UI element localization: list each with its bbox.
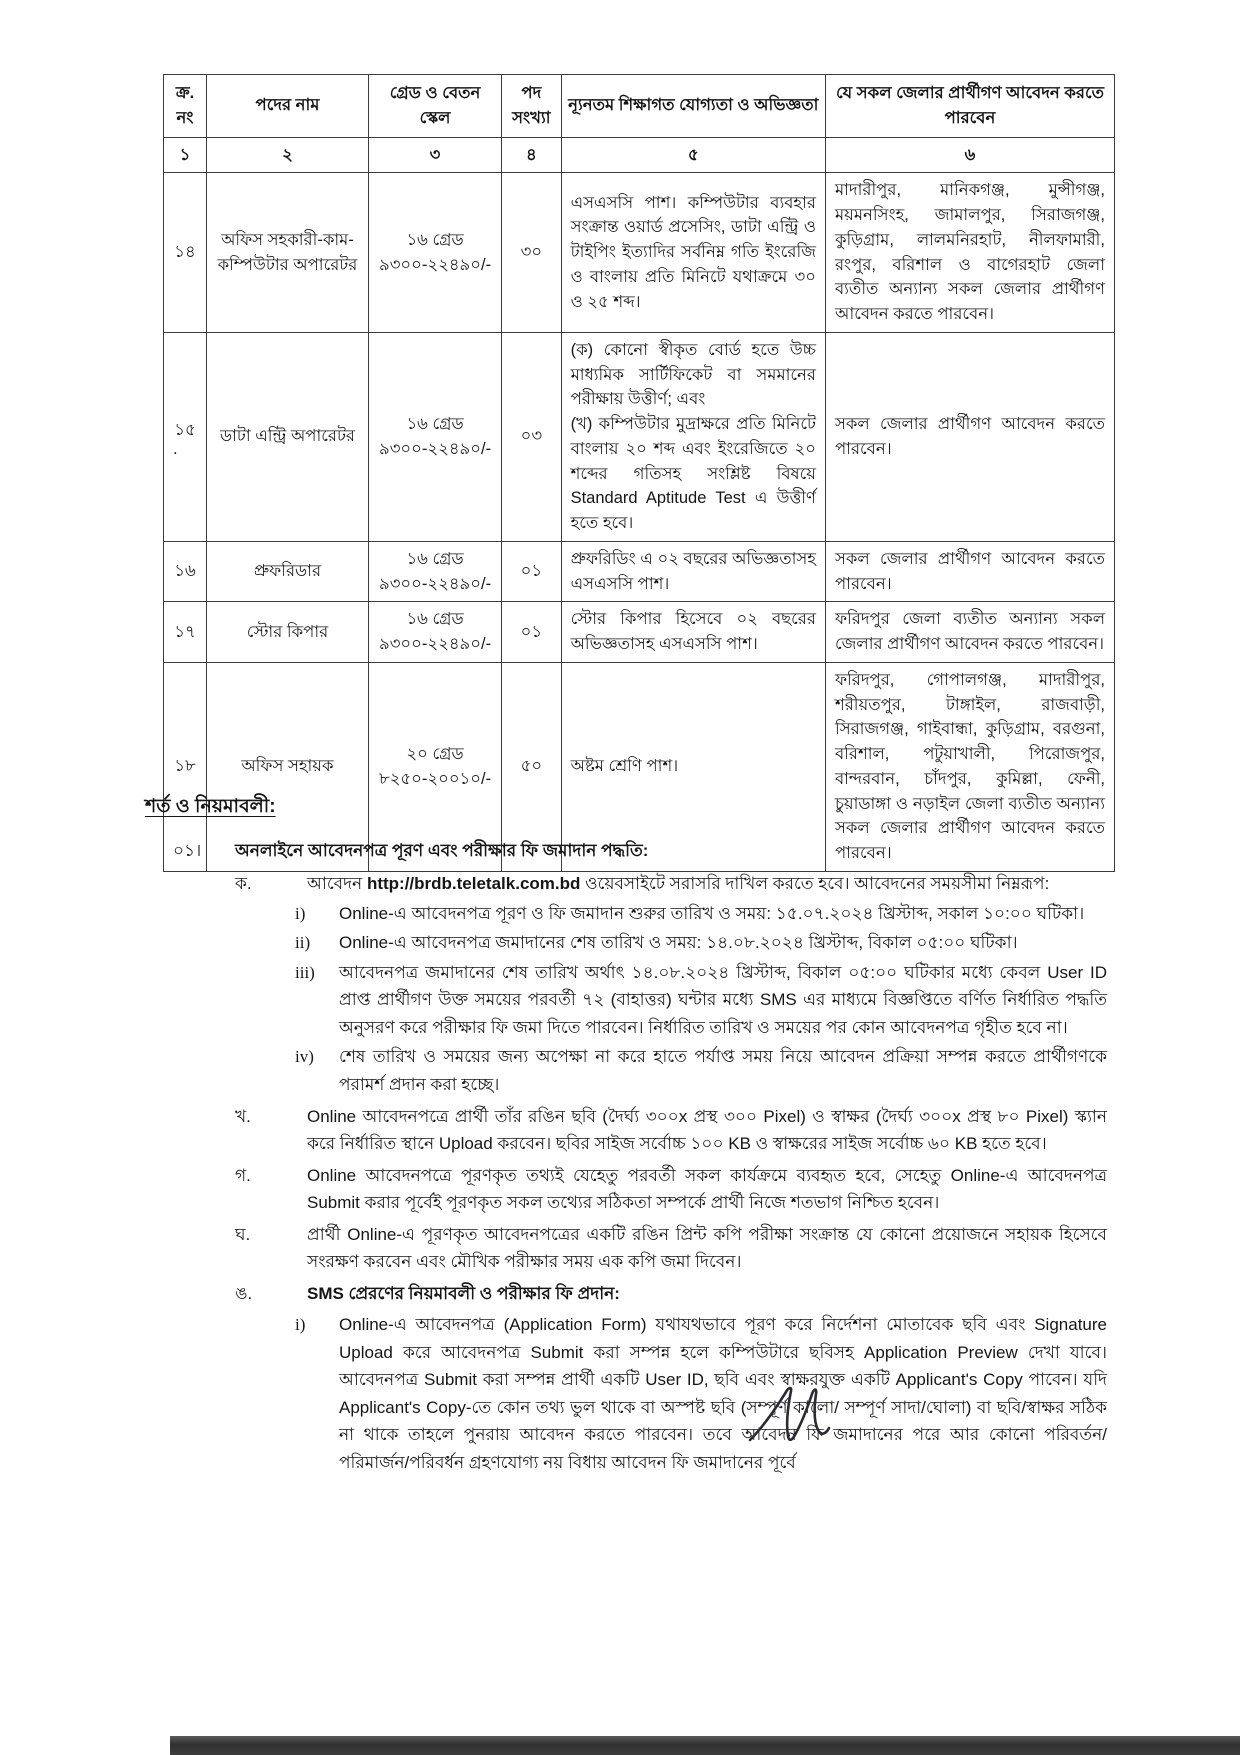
col-number-2: ২ <box>207 137 369 173</box>
roman-item-i <box>295 900 1107 928</box>
serial-dot: . <box>173 439 178 458</box>
post-cell: অফিস সহকারী-কাম-কম্পিউটার অপারেটর <box>207 173 369 333</box>
qualification-text-b: (খ) কম্পিউটার মুদ্রাক্ষরে প্রতি মিনিটে বাংলায় ২০ শব্দ এবং ইংরেজিতে ২০ শব্দের গতিসহ সংশ্লিষ্ট বিষয়ে Standard Aptitude Test এ উত্তীর্ণ হতে হবে। <box>570 415 816 532</box>
grade-line: ২০ গ্রেড <box>406 745 464 763</box>
post-cell: অফিস সহায়ক <box>207 662 369 871</box>
roman-text-iii: আবেদনপত্র জমাদানের শেষ তারিখ অর্থাৎ ১৪.০৮.২০২৪ খ্রিস্টাব্দ, বিকাল ০৫:০০ ঘটিকার মধ্যে কেবল User ID প্রাপ্ত প্রার্থীগণ উক্ত সময়ের পরবর্তী ৭২ (বাহাত্তর) ঘন্টার মধ্যে SMS এর মাধ্যমে বিজ্ঞপ্তিতে বর্ণিত নির্ধারিত পদ্ধতি অনুসরণ করে পরীক্ষার ফি জমা দিতে পারবেন। নির্ধারিত তারিখ ও সময়ের পর কোন আবেদনপত্র গৃহীত হবে না। <box>339 962 1107 1037</box>
sub-item-kha <box>235 1103 1107 1158</box>
col-number-3: ৩ <box>368 137 501 173</box>
roman-text-i: Online-এ আবেদনপত্র পূরণ ও ফি জমাদান শুরুর তারিখ ও সময়: ১৫.০৭.২০২৪ খ্রিস্টাব্দ, সকাল ১০:০০ ঘটিকা। <box>339 903 1085 923</box>
grade-cell <box>368 332 501 541</box>
table-row-14 <box>164 173 1115 333</box>
header-post: পদের নাম <box>207 75 369 138</box>
ka-text-post: ওয়েবসাইটে সরাসরি দাখিল করতে হবে। আবেদনের সময়সীমা নিম্নরূপ: <box>580 874 1050 894</box>
col-number-5: ৫ <box>561 137 825 173</box>
sms-rules-title: SMS প্রেরণের নিয়মাবলী ও পরীক্ষার ফি প্রদান: <box>307 1283 620 1303</box>
qualification-cell <box>561 173 825 333</box>
sub-body-ka <box>295 870 1107 1098</box>
column-number-row <box>164 137 1115 173</box>
vacancy-table-container <box>163 74 1115 872</box>
grade-line: ১৬ গ্রেড <box>406 230 464 249</box>
roman-label-iii: iii) <box>295 962 315 982</box>
qualification-cell <box>561 332 825 541</box>
roman-label-ii: ii) <box>295 933 311 953</box>
sms-roman-item-i <box>295 1311 1107 1476</box>
application-url: http://brdb.teletalk.com.bd <box>366 874 581 894</box>
term-body <box>235 837 1107 1477</box>
col-number-1: ১ <box>164 137 207 173</box>
sub-body-ga: Online আবেদনপত্রে পূরণকৃত তথ্যই যেহেতু পরবর্তী সকল কার্যক্রমে ব্যবহৃত হবে, সেহেতু Online-এ আবেদনপত্র Submit করার পূর্বেই পূরণকৃত সকল তথ্যের সঠিকতা সম্পর্কে প্রার্থী নিজে শতভাগ নিশ্চিত হবেন। <box>307 1165 1107 1213</box>
sub-label-ga: গ. <box>235 1165 251 1185</box>
qualification-cell <box>561 541 825 602</box>
districts-cell: ফরিদপুর জেলা ব্যতীত অন্যান্য সকল জেলার প্রার্থীগণ আবেদন করতে পারবেন। <box>825 602 1114 663</box>
post-cell: ডাটা এন্ট্রি অপারেটর <box>207 332 369 541</box>
serial-cell: ১৬ <box>164 541 207 602</box>
vacancy-cell: ৫০ <box>502 662 561 871</box>
grade-cell <box>368 602 501 663</box>
sub-body-kha: Online আবেদনপত্রে প্রার্থী তাঁর রঙিন ছবি (দৈর্ঘ্য ৩০০x প্রস্থ ৩০০ Pixel) ও স্বাক্ষর (দৈর্ঘ্য ৩০০x প্রস্থ ৮০ Pixel) স্ক্যান করে নির্ধারিত স্থানে Upload করবেন। ছবির সাইজ সর্বোচ্চ ১০০ KB ও স্বাক্ষরের সাইজ সর্বোচ্চ ৬০ KB হতে হবে। <box>307 1106 1107 1154</box>
serial-cell: ১৮ <box>164 662 207 871</box>
roman-label-i: i) <box>295 903 306 923</box>
serial-cell: ১৪ <box>164 173 207 333</box>
sms-roman-text-i: Online-এ আবেদনপত্র (Application Form) যথাযথভাবে পূরণ করে নির্দেশনা মোতাবেক ছবি এবং Signature Upload করে আবেদনপত্র Submit করা সম্পন্ন হলে কম্পিউটারে ছবিসহ Application Preview দেখা যাবে। আবেদনপত্র Submit করা সম্পন্ন প্রার্থী একটি User ID, ছবি এবং স্বাক্ষরযুক্ত একটি Applicant's Copy পাবেন। যদি Applicant's Copy-তে কোন তথ্য ভুল থাকে বা অস্পষ্ট ছবি (সম্পূর্ণ কালো/ সম্পূর্ণ সাদা/ঘোলা) বা ছবি/স্বাক্ষর সঠিক না থাকে তাহলে পুনরায় আবেদন করতে পারবেন। তবে আবেদন ফি জমাদানের পরে আর কোনো পরিবর্তন/পরিমার্জন/পরিবর্ধন গ্রহণযোগ্য নয় বিধায় আবেদন ফি জমাদানের পূর্বে <box>339 1315 1107 1472</box>
col-number-6: ৬ <box>825 137 1114 173</box>
scale-line: ৯৩০০-২২৪৯০/- <box>379 439 492 458</box>
vacancy-table <box>163 74 1115 872</box>
serial-cell <box>164 332 207 541</box>
districts-cell: মাদারীপুর, মানিকগঞ্জ, মুন্সীগঞ্জ, ময়মনসিংহ, জামালপুর, সিরাজগঞ্জ, কুড়িগ্রাম, লালমনিরহাট, নীলফামারী, রংপুর, বরিশাল ও বাগেরহাট জেলা ব্যতীত অন্যান্য সকল জেলার প্রার্থীগণ আবেদন করতে পারবেন। <box>825 173 1114 333</box>
districts-cell: সকল জেলার প্রার্থীগণ আবেদন করতে পারবেন। <box>825 541 1114 602</box>
sub-item-gha <box>235 1221 1107 1276</box>
term-number: ০১। <box>173 840 202 860</box>
scale-line: ৯৩০০-২২৪৯০/- <box>379 255 492 274</box>
terms-heading: শর্ত ও নিয়মাবলী: <box>145 796 276 817</box>
serial-cell: ১৭ <box>164 602 207 663</box>
scale-line: ৯৩০০-২২৪৯০/- <box>379 635 492 653</box>
sms-roman-label-i: i) <box>295 1315 306 1335</box>
header-vacancies: পদ সংখ্যা <box>502 75 561 138</box>
vacancy-cell: ০১ <box>502 541 561 602</box>
qualification-text: স্টোর কিপার হিসেবে ০২ বছরের অভিজ্ঞতাসহ এসএসসি পাশ। <box>570 610 816 653</box>
bottom-scan-bar <box>170 1736 1240 1755</box>
grade-line: ১৬ গ্রেড <box>406 610 464 629</box>
districts-cell: সকল জেলার প্রার্থীগণ আবেদন করতে পারবেন। <box>825 332 1114 541</box>
vacancy-cell: ০৩ <box>502 332 561 541</box>
sub-item-ka <box>235 870 1107 1098</box>
qualification-text-a: (ক) কোনো স্বীকৃত বোর্ড হতে উচ্চ মাধ্যমিক সার্টিফিকেট বা সমমানের পরীক্ষায় উত্তীর্ণ; এবং <box>570 340 816 409</box>
terms-section <box>145 792 1107 1476</box>
vacancy-cell: ০১ <box>502 602 561 663</box>
roman-text-iv: শেষ তারিখ ও সময়ের জন্য অপেক্ষা না করে হাতে পর্যাপ্ত সময় নিয়ে আবেদন প্রক্রিয়া সম্পন্ন করতে প্রার্থীগণকে পরামর্শ প্রদান করা হচ্ছে। <box>339 1047 1107 1095</box>
vacancy-cell: ৩০ <box>502 173 561 333</box>
sub-label-ka: ক. <box>235 874 252 894</box>
serial-number: ১৫ <box>174 420 196 439</box>
sub-label-uno: ঙ. <box>235 1283 253 1303</box>
scale-line: ৯৩০০-২২৪৯০/- <box>379 574 492 593</box>
term-01-title: অনলাইনে আবেদনপত্র পূরণ এবং পরীক্ষার ফি জমাদান পদ্ধতি: <box>235 840 649 860</box>
grade-cell <box>368 173 501 333</box>
table-row-16 <box>164 541 1115 602</box>
col-number-4: ৪ <box>502 137 561 173</box>
grade-line: ১৬ গ্রেড <box>406 415 464 433</box>
signature-scribble <box>742 1378 832 1456</box>
scale-line: ৮২৫০-২০০১০/- <box>379 769 492 788</box>
sub-item-ga <box>235 1162 1107 1217</box>
ka-text-pre: আবেদন <box>307 874 367 894</box>
roman-label-iv: iv) <box>295 1047 314 1067</box>
districts-cell: ফরিদপুর, গোপালগঞ্জ, মাদারীপুর, শরীয়তপুর, টাঙ্গাইল, রাজবাড়ী, সিরাজগঞ্জ, গাইবান্ধা, কুড়িগ্রাম, বরগুনা, বরিশাল, পটুয়াখালী, পিরোজপুর, বান্দরবান, চাঁদপুর, কুমিল্লা, ফেনী, চুয়াডাঙ্গা ও নড়াইল জেলা ব্যতীত অন্যান্য সকল জেলার প্রার্থীগণ আবেদন করতে পারবেন। <box>825 662 1114 871</box>
table-row-17 <box>164 602 1115 663</box>
header-serial: ক্র. নং <box>164 75 207 138</box>
grade-line: ১৬ গ্রেড <box>406 549 464 568</box>
qualification-text: অষ্টম শ্রেণি পাশ। <box>570 757 679 776</box>
sub-item-uno <box>235 1280 1107 1477</box>
header-districts: যে সকল জেলার প্রার্থীগণ আবেদন করতে পারবেন <box>825 75 1114 138</box>
qualification-text: এসএসসি পাশ। কম্পিউটার ব্যবহার সংক্রান্ত ওয়ার্ড প্রসেসিং, ডাটা এন্ট্রি ও টাইপিং ইত্যাদির সর্বনিম্ন গতি ইংরেজি ও বাংলায় প্রতি মিনিটে যথাক্রমে ৩০ ও ২৫ শব্দ। <box>570 193 816 311</box>
sub-body-gha: প্রার্থী Online-এ পূরণকৃত আবেদনপত্রের একটি রঙিন প্রিন্ট কপি পরীক্ষা সংক্রান্ত যে কোনো প্রয়োজনে সহায়ক হিসেবে সংরক্ষণ করবেন এবং মৌখিক পরীক্ষার সময় এক কপি জমা দিবেন। <box>307 1224 1107 1272</box>
grade-cell <box>368 541 501 602</box>
roman-item-iii <box>295 959 1107 1042</box>
header-qualification: ন্যূনতম শিক্ষাগত যোগ্যতা ও অভিজ্ঞতা <box>561 75 825 138</box>
post-cell: স্টোর কিপার <box>207 602 369 663</box>
qualification-cell <box>561 602 825 663</box>
roman-item-iv <box>295 1043 1107 1098</box>
term-item-01 <box>145 837 1107 1477</box>
post-cell: প্রুফরিডার <box>207 541 369 602</box>
table-row-15 <box>164 332 1115 541</box>
sub-body-uno <box>295 1280 1107 1477</box>
roman-text-ii: Online-এ আবেদনপত্র জমাদানের শেষ তারিখ ও সময়: ১৪.০৮.২০২৪ খ্রিস্টাব্দ, বিকাল ০৫:০০ ঘটিকা। <box>339 933 1018 953</box>
qualification-text: প্রুফরিডিং এ ০২ বছরের অভিজ্ঞতাসহ এসএসসি পাশ। <box>570 549 816 593</box>
sub-label-gha: ঘ. <box>235 1224 251 1244</box>
sub-label-kha: খ. <box>235 1106 251 1126</box>
roman-item-ii <box>295 929 1107 957</box>
table-header-row <box>164 75 1115 138</box>
header-grade: গ্রেড ও বেতন স্কেল <box>368 75 501 138</box>
